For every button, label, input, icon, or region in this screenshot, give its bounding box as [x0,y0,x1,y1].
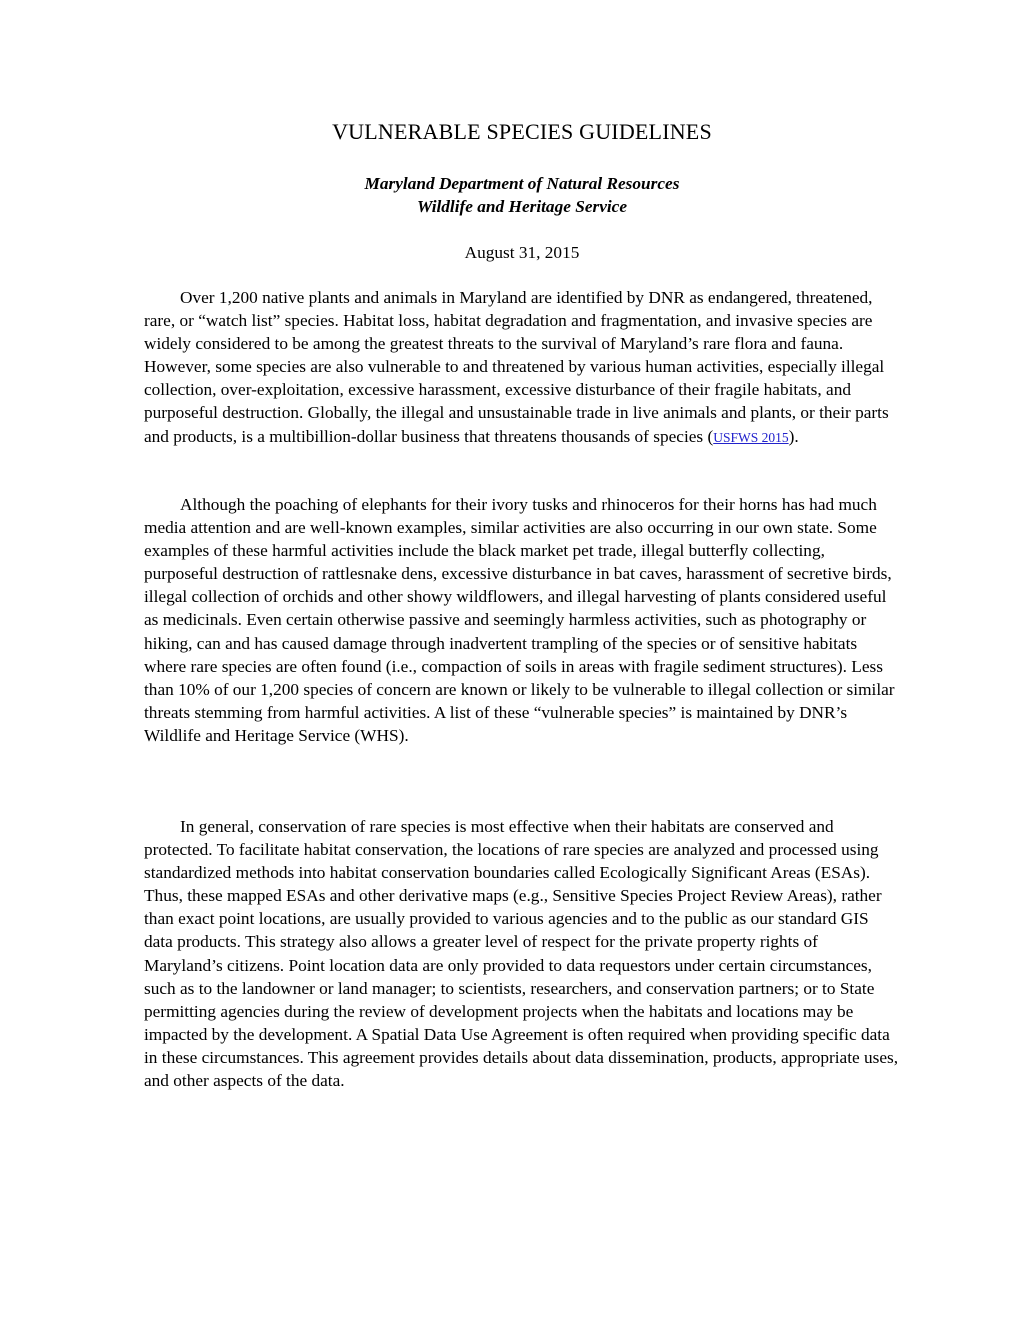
agency-block [144,172,900,218]
paragraph-1-tail: ). [788,426,799,446]
paragraph-2: Although the poaching of elephants for their ivory tusks and rhinoceros for their horns has had much media attention and are well-known examples, similar activities are also occurring in our own state. Some examples of these harmful activities include the black market pet trade, illegal butterfly collecting, purposeful destruction of rattlesnake dens, excessive disturbance in bat caves, harassment of secretive birds, illegal collection of orchids and other showy wildflowers, and illegal harvesting of plants considered useful as medicinals. Even certain otherwise passive and seemingly harmless activities, such as photography or hiking, can and has caused damage through inadvertent trampling of the species or of sensitive habitats where rare species are often found (i.e., compaction of soils in areas with fragile sediment structures). Less than 10% of our 1,200 species of concern are known or likely to be vulnerable to illegal collection or similar threats stemming from harmful activities. A list of these “vulnerable species” is maintained by DNR’s Wildlife and Heritage Service (WHS). [144,495,895,745]
paragraph-3: In general, conservation of rare species is most effective when their habitats are conserved and protected. To facilitate habitat conservation, the locations of rare species are analyzed and processed using standardized methods into habitat conservation boundaries called Ecologically Significant Areas (ESAs). Thus, these mapped ESAs and other derivative maps (e.g., Sensitive Species Project Review Areas), rather than exact point locations, are usually provided to various agencies and to the public as our standard GIS data products. This strategy also allows a greater level of respect for the private property rights of Maryland’s citizens. Point location data are only provided to data requestors under certain circumstances, such as to the landowner or land manager; to scientists, researchers, and conservation partners; or to State permitting agencies during the review of development projects when the habitats and locations may be impacted by the development. A Spatial Data Use Agreement is often required when providing specific data in these circumstances. This agreement provides details about data dissemination, products, appropriate uses, and other aspects of the data. [144,817,899,1091]
paragraph-1-text: Over 1,200 native plants and animals in Maryland are identified by DNR as endangered, threatened, rare, or “watch list” species. Habitat loss, habitat degradation and fragmentation, and invasive species are widely considered to be among the greatest threats to the survival of Maryland’s rare flora and fauna. However, some species are also vulnerable to and threatened by various human activities, especially illegal collection, over-exploitation, excessive harassment, excessive disturbance of their fragile habitats, and purposeful destruction. Globally, the illegal and unsustainable trade in live animals and plants, or their parts and products, is a multibillion-dollar business that threatens thousands of species ( [144,288,889,446]
agency-department: Maryland Department of Natural Resources [364,174,680,193]
document-date: August 31, 2015 [464,243,580,262]
document-title: VULNERABLE SPECIES GUIDELINES [332,119,712,144]
agency-service: Wildlife and Heritage Service [416,197,628,216]
usfws-citation-link[interactable]: USFWS 2015 [713,429,789,445]
paragraph-1 [144,286,900,449]
